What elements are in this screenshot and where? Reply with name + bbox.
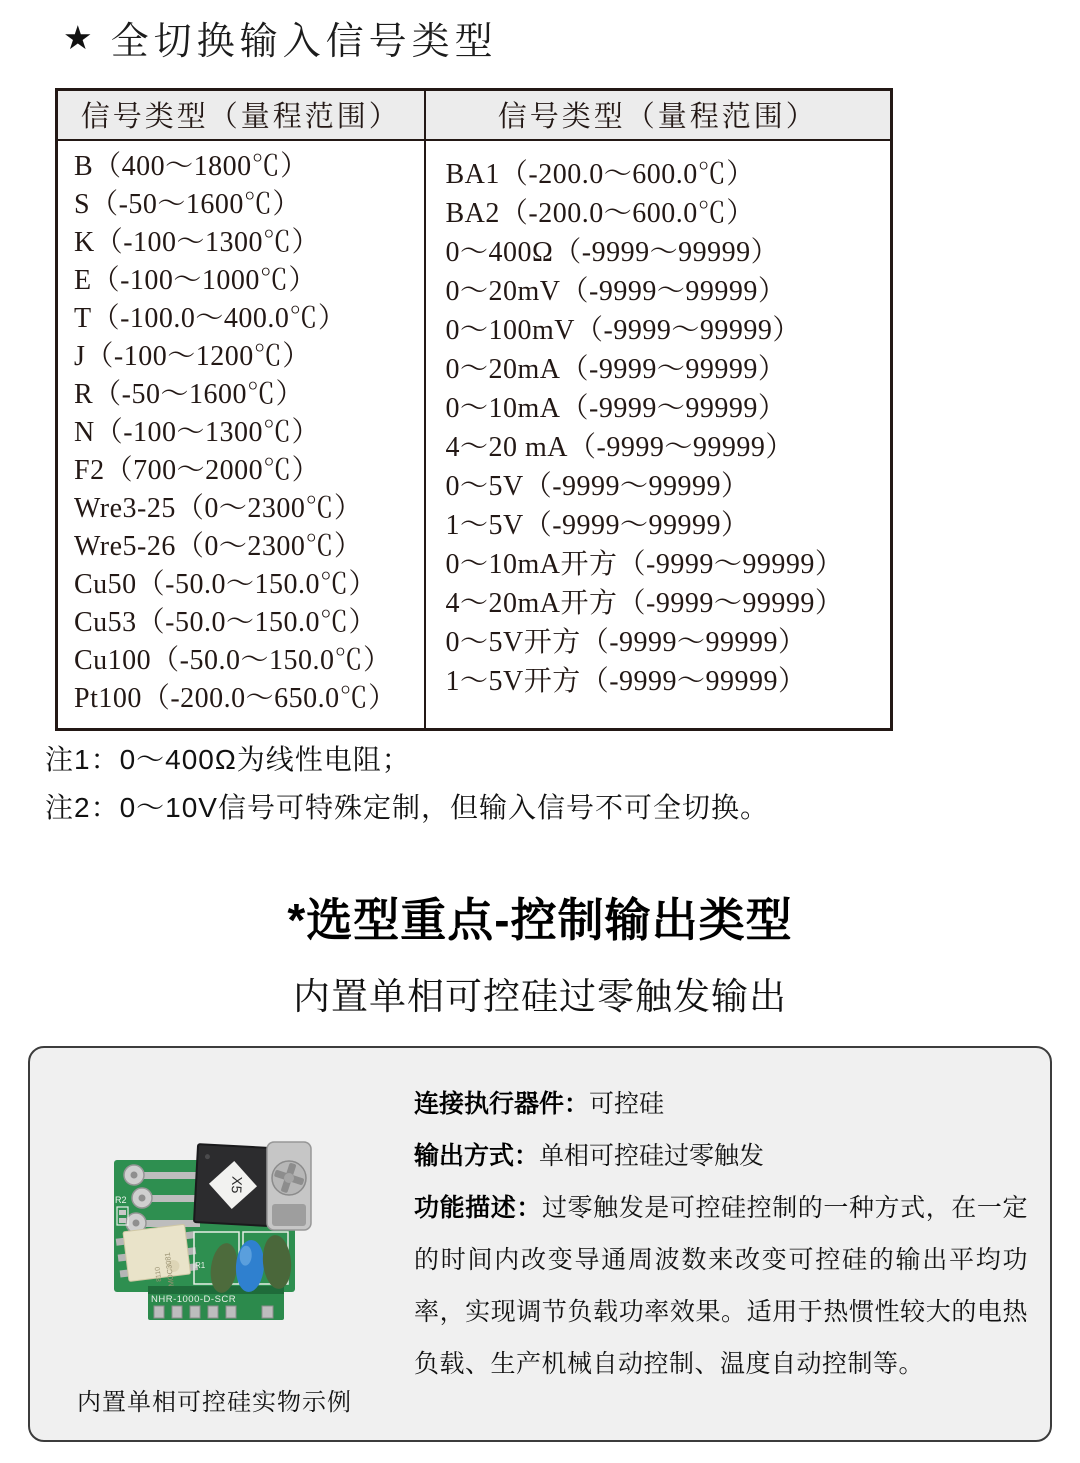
table-cell-left: [57, 140, 425, 730]
spec-output-mode-value: 单相可控硅过零触发: [539, 1142, 765, 1170]
spec-actuator: [414, 1078, 1028, 1130]
signal-row: S（-50～1600℃）: [74, 188, 301, 220]
signal-row: Wre5-26（0～2300℃）: [74, 530, 363, 562]
pcb-label-r1: R1: [195, 1261, 206, 1270]
pcb-label-r2: R2: [115, 1195, 127, 1205]
opto-marking: MOC3081: [162, 1251, 176, 1287]
selection-heading: *选型重点-控制输出类型: [287, 894, 793, 946]
signal-row: 1～5V开方（-9999～99999）: [445, 665, 807, 697]
spec-output-mode-label: 输出方式：: [414, 1142, 540, 1170]
signal-row: 4～20 mA（-9999～99999）: [445, 431, 794, 463]
spec-actuator-label: 连接执行器件：: [414, 1090, 590, 1118]
spec-output-mode: [414, 1130, 1028, 1182]
board-model-text: NHR-1000-D-SCR: [151, 1294, 237, 1305]
spec-function-desc-value: 过零触发是可控硅控制的一种方式，在一定的时间内改变导通周波数来改变可控硅的输出平均功率，实现调节负载功率效果。适用于热惯性较大的电热负载、生产机械自动控制、温度自动控制等。: [414, 1194, 1028, 1378]
signal-row: 0～10mA开方（-9999～99999）: [445, 548, 844, 580]
spec-actuator-value: 可控硅: [589, 1090, 665, 1118]
signal-row: Cu50（-50.0～150.0℃）: [74, 568, 378, 600]
table-notes: [45, 736, 769, 832]
signal-row: E（-100～1000℃）: [74, 264, 317, 296]
spec-function-desc: [414, 1182, 1028, 1390]
signal-row: 0～5V开方（-9999～99999）: [445, 626, 807, 658]
note-1: 注1：0～400Ω为线性电阻；: [45, 744, 411, 775]
signal-row: N（-100～1300℃）: [74, 416, 321, 448]
signal-row: T（-100.0～400.0℃）: [74, 302, 347, 334]
pcb-caption: 内置单相可控硅实物示例: [77, 1389, 352, 1416]
scr-output-card: [28, 1046, 1052, 1442]
signal-type-table: [55, 88, 893, 731]
signal-row: BA2（-200.0～600.0℃）: [445, 197, 755, 229]
note-2: 注2：0～10V信号可特殊定制，但输入信号不可全切换。: [45, 792, 769, 823]
signal-row: BA1（-200.0～600.0℃）: [445, 158, 755, 190]
star-icon: ★: [63, 19, 93, 56]
section-title: [63, 10, 498, 65]
spec-function-desc-label: 功能描述：: [414, 1194, 542, 1222]
pcb-photo: [96, 1140, 312, 1336]
triac-chip: [194, 1144, 272, 1226]
table-header-right: 信号类型（量程范围）: [425, 90, 892, 140]
signal-row: Wre3-25（0～2300℃）: [74, 492, 363, 524]
section-title-text: 全切换输入信号类型: [110, 21, 498, 63]
signal-row: R（-50～1600℃）: [74, 378, 305, 410]
signal-row: F2（700～2000℃）: [74, 454, 321, 486]
signal-row: 0～10mA（-9999～99999）: [445, 392, 787, 424]
signal-row: 1～5V（-9999～99999）: [445, 509, 750, 541]
signal-row: Pt100（-200.0～650.0℃）: [74, 682, 397, 714]
metal-heatsink: [267, 1142, 311, 1230]
signal-row: Cu100（-50.0～150.0℃）: [74, 644, 392, 676]
chip-marking: X5: [228, 1175, 246, 1194]
opto-marking-2: 8110: [154, 1266, 164, 1283]
selection-subheading: 内置单相可控硅过零触发输出: [293, 976, 787, 1017]
signal-row: J（-100～1200℃）: [74, 340, 311, 372]
signal-row: 0～5V（-9999～99999）: [445, 470, 750, 502]
signal-row: 0～400Ω（-9999～99999）: [445, 236, 780, 268]
signal-row: 0～100mV（-9999～99999）: [445, 314, 801, 346]
signal-row: 0～20mA（-9999～99999）: [445, 353, 787, 385]
scr-description: [414, 1078, 1028, 1390]
signal-row: K（-100～1300℃）: [74, 226, 321, 258]
signal-row: Cu53（-50.0～150.0℃）: [74, 606, 378, 638]
signal-row: 0～20mV（-9999～99999）: [445, 275, 787, 307]
signal-row: B（400～1800℃）: [74, 150, 309, 182]
signal-row: 4～20mA开方（-9999～99999）: [445, 587, 844, 619]
table-header-left: 信号类型（量程范围）: [57, 90, 425, 140]
table-cell-right: [425, 140, 892, 730]
